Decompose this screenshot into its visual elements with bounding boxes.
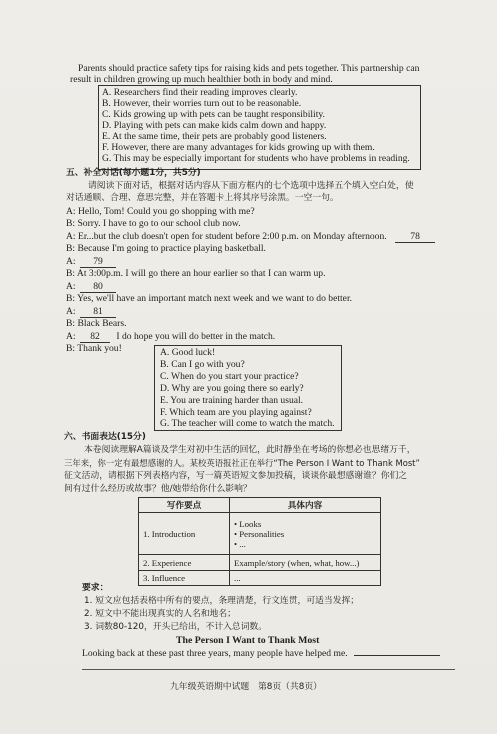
requirement-2: 2. 短文中不能出现真实的人名和地名； xyxy=(84,609,236,619)
table-header-point: 写作要点 xyxy=(139,498,230,513)
option-a-f: F. However, there are many advantages for kids growing up with them. xyxy=(102,142,375,153)
option5-f: F. Which team are you playing against? xyxy=(160,407,312,418)
writing-plan-table xyxy=(138,497,381,586)
table-row xyxy=(139,555,381,571)
essay-start-line xyxy=(354,655,440,656)
essay-start xyxy=(82,648,440,659)
page-footer: 九年级英语期中试题 第8页（共8页） xyxy=(170,682,322,692)
option-a-a: A. Researchers find their reading improves clearly. xyxy=(102,87,298,98)
table-row xyxy=(139,571,381,586)
dialogue-line-12: B: Thank you! xyxy=(66,343,122,354)
table-cell-content xyxy=(230,513,381,555)
dialogue-line-10: B: Black Bears. xyxy=(66,318,127,329)
intro-line-1: Parents should practice safety tips for raising kids and pets together. This partnership can xyxy=(78,63,420,74)
dialogue-line-11 xyxy=(66,331,275,343)
option-a-c: C. Kids growing up with pets can be taught responsibility. xyxy=(102,109,325,120)
section5-title: 五、补全对话(每小题1分，共5分) xyxy=(66,168,201,178)
dialogue-line-7-speaker: A: xyxy=(66,281,76,292)
option-a-d: D. Playing with pets can make kids calm down and happy. xyxy=(102,120,327,131)
dialogue-line-11-text: I do hope you will do better in the match. xyxy=(116,331,276,342)
requirements-title: 要求： xyxy=(82,583,109,593)
essay-title: The Person I Want to Thank Most xyxy=(176,635,320,646)
option5-a: A. Good luck! xyxy=(160,347,216,358)
section5-instruction-1: 请阅读下面对话，根据对话内容从下面方框内的七个选项中选择五个填入空白处，使 xyxy=(88,181,414,191)
dialogue-line-11-speaker: A: xyxy=(66,331,76,342)
section5-instruction-2: 对话通顺、合理、意思完整，并在答题卡上将其序号涂黑。一空一句。 xyxy=(66,193,339,203)
section6-prompt-4: 间有过什么经历或故事？他/她带给你什么影响？ xyxy=(64,484,252,494)
table-cell-content: Example/story (when, what, how...) xyxy=(230,555,381,571)
section6-prompt-1: 本卷阅读理解A篇谈及学生对初中生活的回忆，此时静坐在考场的你想必也思绪万千， xyxy=(84,445,416,455)
blank-82: 82 xyxy=(80,331,110,343)
requirement-1: 1. 短文应包括表格中所有的要点，条理清楚，行文连贯，可适当发挥； xyxy=(84,596,360,606)
table-header-content: 具体内容 xyxy=(230,498,381,513)
table-cell-point: 2. Experience xyxy=(139,555,230,571)
intro-line-2: result in children growing up much healthier both in body and mind. xyxy=(70,74,333,85)
dialogue-line-3-text: A: Er...but the club doesn't open for student before 2:00 p.m. on Monday afternoon. xyxy=(66,231,387,242)
dialogue-line-6: B: At 3:00p.m. I will go there an hour earlier so that I can warm up. xyxy=(66,268,326,279)
writing-line xyxy=(82,669,455,670)
dialogue-line-9-speaker: A: xyxy=(66,306,76,317)
dialogue-line-7 xyxy=(66,281,116,293)
table-cell-point: 1. Introduction xyxy=(139,513,230,555)
requirement-3: 3. 词数80-120，开头已给出，不计入总词数。 xyxy=(84,622,268,632)
option5-g: G. The teacher will come to watch the match. xyxy=(160,418,335,429)
option-a-b: B. However, their worries turn out to be reasonable. xyxy=(102,98,302,109)
dialogue-line-1: A: Hello, Tom! Could you go shopping with me? xyxy=(66,206,255,217)
content-ellipsis: • ... xyxy=(234,538,246,549)
dialogue-line-4: B: Because I'm going to practice playing basketball. xyxy=(66,243,266,254)
option5-c: C. When do you start your practice? xyxy=(160,371,299,382)
blank-79: 79 xyxy=(80,256,116,268)
dialogue-line-9 xyxy=(66,306,116,318)
option5-d: D. Why are you going there so early? xyxy=(160,383,304,394)
section6-title: 六、书面表达(15分) xyxy=(64,432,146,442)
dialogue-line-2: B: Sorry. I have to go to our school club now. xyxy=(66,218,241,229)
dialogue-line-5 xyxy=(66,256,116,268)
essay-start-text: Looking back at these past three years, many people have helped me. xyxy=(82,648,348,659)
table-cell-content: ... xyxy=(230,571,381,586)
option-a-g: G. This may be especially important for students who have problems in reading. xyxy=(102,153,410,164)
option5-b: B. Can I go with you? xyxy=(160,359,245,370)
option-a-e: E. At the same time, their pets are probably good listeners. xyxy=(102,131,327,142)
option5-e: E. You are training harder than usual. xyxy=(160,395,304,406)
table-row xyxy=(139,513,381,555)
dialogue-line-3 xyxy=(66,231,435,243)
content-personalities: • Personalities xyxy=(234,528,285,539)
table-cell-point: 3. Influence xyxy=(139,571,230,586)
blank-80: 80 xyxy=(80,281,116,293)
section6-prompt-3: 征文活动，请根据下列表格内容，写一篇英语短文参加投稿，谈谈你最想感谢谁？你们之 xyxy=(64,471,408,481)
table-header-row xyxy=(139,498,381,513)
dialogue-line-5-speaker: A: xyxy=(66,256,76,267)
content-looks: • Looks xyxy=(234,518,262,529)
section6-prompt-2: 三年来，你一定有最想感谢的人。某校英语报社正在举行“The Person I Want to Thank Most” xyxy=(64,458,420,468)
blank-81: 81 xyxy=(80,306,116,318)
blank-78: 78 xyxy=(395,231,435,243)
dialogue-line-8: B: Yes, we'll have an important match next week and we want to do better. xyxy=(66,293,353,304)
